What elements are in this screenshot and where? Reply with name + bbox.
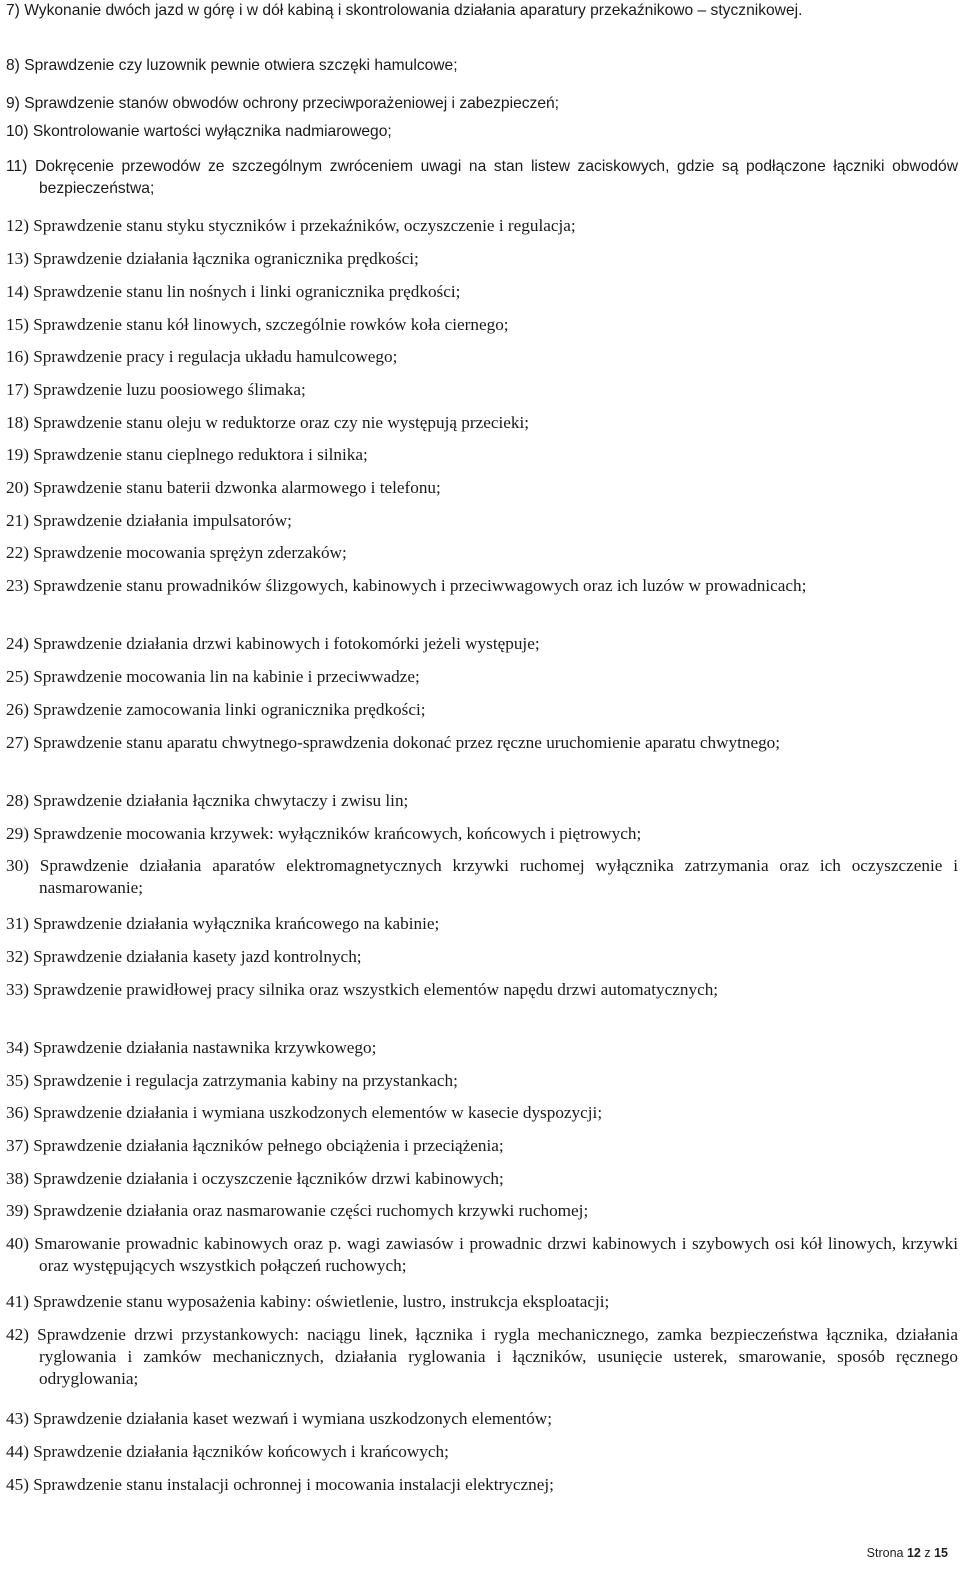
list-item: 33) Sprawdzenie prawidłowej pracy silnika oraz wszystkich elementów napędu drzwi automatycznych;	[6, 980, 719, 999]
list-item: 8) Sprawdzenie czy luzownik pewnie otwiera szczęki hamulcowe;	[6, 57, 458, 74]
list-item: 30) Sprawdzenie działania aparatów elektromagnetycznych krzywki ruchomej wyłącznika zatrzymania oraz ich oczyszczenie i nasmarowanie;	[6, 856, 958, 897]
list-item: 34) Sprawdzenie działania nastawnika krzywkowego;	[6, 1038, 377, 1057]
list-item: 17) Sprawdzenie luzu poosiowego ślimaka;	[6, 380, 306, 399]
list-item: 23) Sprawdzenie stanu prowadników ślizgowych, kabinowych i przeciwwagowych oraz ich luzów w prowadnicach;	[6, 576, 807, 595]
list-item: 29) Sprawdzenie mocowania krzywek: wyłączników krańcowych, końcowych i piętrowych;	[6, 824, 642, 843]
list-item: 44) Sprawdzenie działania łączników końcowych i krańcowych;	[6, 1442, 449, 1461]
list-item: 16) Sprawdzenie pracy i regulacja układu hamulcowego;	[6, 347, 398, 366]
footer-prefix: Strona	[866, 1546, 907, 1560]
list-item: 24) Sprawdzenie działania drzwi kabinowych i fotokomórki jeżeli występuje;	[6, 634, 540, 653]
list-item: 26) Sprawdzenie zamocowania linki ogranicznika prędkości;	[6, 700, 426, 719]
list-item: 41) Sprawdzenie stanu wyposażenia kabiny: oświetlenie, lustro, instrukcja eksploatacji;	[6, 1292, 610, 1311]
list-item: 22) Sprawdzenie mocowania sprężyn zderzaków;	[6, 543, 347, 562]
list-item: 32) Sprawdzenie działania kasety jazd kontrolnych;	[6, 947, 362, 966]
list-item: 40) Smarowanie prowadnic kabinowych oraz p. wagi zawiasów i prowadnic drzwi kabinowych i szybowych osi kół linowych, krzywki oraz występujących wszystkich połączeń ruchowych;	[6, 1234, 958, 1275]
list-item: 37) Sprawdzenie działania łączników pełnego obciążenia i przeciążenia;	[6, 1136, 504, 1155]
list-item: 21) Sprawdzenie działania impulsatorów;	[6, 511, 292, 530]
list-item: 10) Skontrolowanie wartości wyłącznika nadmiarowego;	[6, 123, 392, 140]
list-item: 19) Sprawdzenie stanu cieplnego reduktora i silnika;	[6, 445, 368, 464]
list-item: 15) Sprawdzenie stanu kół linowych, szczególnie rowków koła ciernego;	[6, 315, 509, 334]
list-item: 38) Sprawdzenie działania i oczyszczenie łączników drzwi kabinowych;	[6, 1169, 504, 1188]
list-item: 35) Sprawdzenie i regulacja zatrzymania kabiny na przystankach;	[6, 1071, 458, 1090]
footer-total-pages: 15	[934, 1546, 948, 1560]
list-item: 9) Sprawdzenie stanów obwodów ochrony przeciwporażeniowej i zabezpieczeń;	[6, 95, 560, 112]
page-footer	[867, 1546, 948, 1560]
footer-mid: z	[920, 1546, 935, 1560]
list-item: 45) Sprawdzenie stanu instalacji ochronnej i mocowania instalacji elektrycznej;	[6, 1475, 554, 1494]
list-item: 31) Sprawdzenie działania wyłącznika krańcowego na kabinie;	[6, 914, 440, 933]
list-item: 7) Wykonanie dwóch jazd w górę i w dół kabiną i skontrolowania działania aparatury przekaźnikowo – stycznikowej.	[6, 2, 803, 19]
list-item: 14) Sprawdzenie stanu lin nośnych i linki ogranicznika prędkości;	[6, 282, 461, 301]
list-item: 18) Sprawdzenie stanu oleju w reduktorze oraz czy nie występują przecieki;	[6, 413, 530, 432]
list-item: 20) Sprawdzenie stanu baterii dzwonka alarmowego i telefonu;	[6, 478, 441, 497]
list-item: 11) Dokręcenie przewodów ze szczególnym zwróceniem uwagi na stan listew zaciskowych, gdzie są podłączone łączniki obwodów bezpieczeństwa;	[6, 158, 958, 197]
list-item: 25) Sprawdzenie mocowania lin na kabinie i przeciwwadze;	[6, 667, 420, 686]
list-item: 13) Sprawdzenie działania łącznika ogranicznika prędkości;	[6, 249, 419, 268]
list-item: 28) Sprawdzenie działania łącznika chwytaczy i zwisu lin;	[6, 791, 409, 810]
list-item: 27) Sprawdzenie stanu aparatu chwytnego-sprawdzenia dokonać przez ręczne uruchomienie aparatu chwytnego;	[6, 733, 781, 752]
list-item: 43) Sprawdzenie działania kaset wezwań i wymiana uszkodzonych elementów;	[6, 1409, 552, 1428]
list-item: 12) Sprawdzenie stanu styku styczników i przekaźników, oczyszczenie i regulacja;	[6, 216, 576, 235]
footer-page-number: 12	[906, 1546, 921, 1560]
list-item: 42) Sprawdzenie drzwi przystankowych: naciągu linek, łącznika i rygla mechanicznego, zamka bezpieczeństwa łącznika, działania ryglowania i zamków mechanicznych, działania ryglowania i łączników, usunięcie usterek, smarowanie, sposób ręcznego odryglowania;	[6, 1325, 958, 1388]
list-item: 36) Sprawdzenie działania i wymiana uszkodzonych elementów w kasecie dyspozycji;	[6, 1103, 603, 1122]
list-item: 39) Sprawdzenie działania oraz nasmarowanie części ruchomych krzywki ruchomej;	[6, 1201, 589, 1220]
